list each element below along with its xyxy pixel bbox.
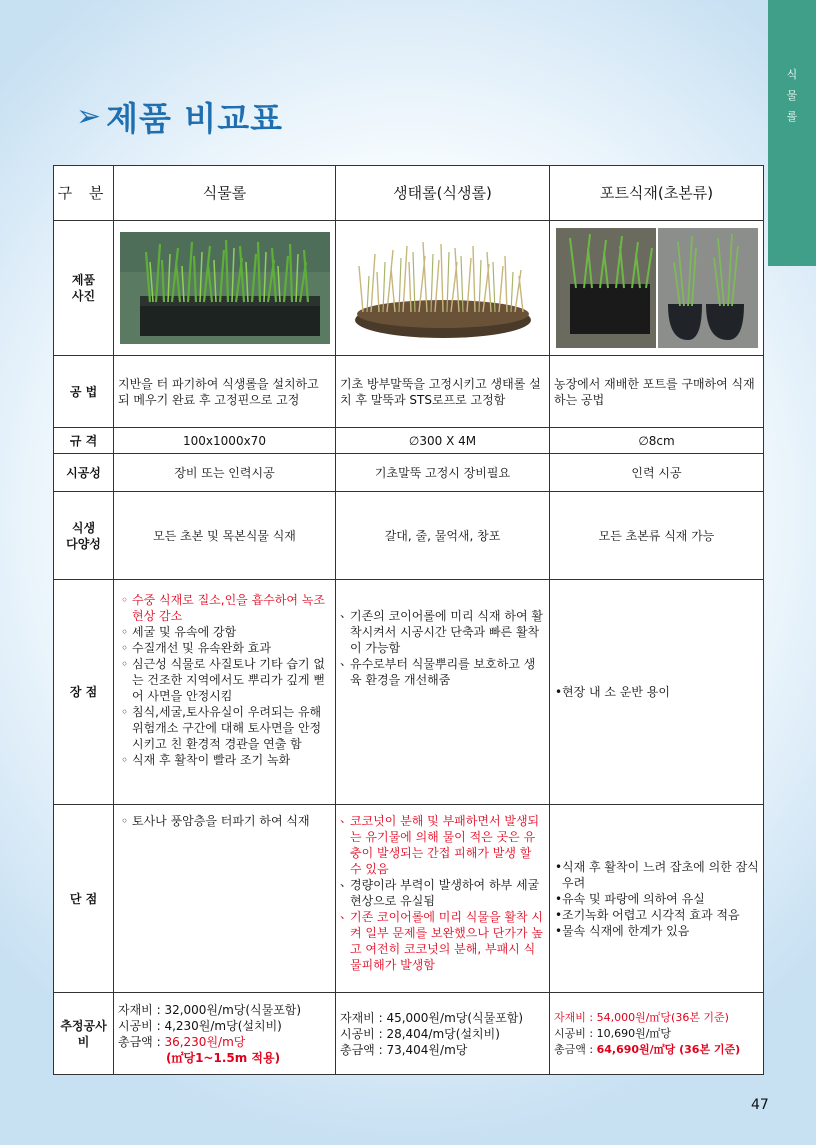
constructability-row bbox=[54, 454, 764, 492]
cost-row bbox=[54, 993, 764, 1075]
row-label-method: 공 법 bbox=[54, 356, 114, 428]
row-label-cost: 추정공사 비 bbox=[54, 993, 114, 1075]
photo-row bbox=[54, 221, 764, 356]
cost-eco-roll-material: 자재비 : 45,000원/m당(식물포함) bbox=[340, 1010, 524, 1025]
constructability-eco-roll: 기초말뚝 고정시 장비필요 bbox=[336, 454, 550, 492]
side-section-tab bbox=[768, 0, 816, 266]
pros-plant-roll-item: ◦ 세굴 및 유속에 강함 bbox=[132, 624, 331, 640]
cost-plant-roll-total bbox=[118, 1034, 331, 1050]
page-title-text: 제품 비교표 bbox=[106, 99, 284, 138]
cons-row bbox=[54, 805, 764, 993]
diversity-eco-roll: 갈대, 줄, 물억새, 창포 bbox=[336, 492, 550, 580]
cons-pot-planting-item: • 유속 및 파랑에 의하여 유실 bbox=[562, 891, 759, 907]
cons-pot-planting-item: • 식재 후 활착이 느려 잡초에 의한 잠식 우려 bbox=[562, 859, 759, 891]
side-tab-char-2: 물 bbox=[786, 89, 798, 102]
cost-eco-roll-install: 시공비 : 28,404/m당(설치비) bbox=[340, 1026, 500, 1041]
plant-roll-image bbox=[120, 232, 330, 344]
cost-plant-roll bbox=[114, 993, 336, 1075]
cons-plant-roll bbox=[114, 805, 336, 993]
title-arrow-icon: ➢ bbox=[76, 99, 103, 134]
cost-pot-planting bbox=[550, 993, 764, 1075]
method-plant-roll: 지반을 터 파기하여 식생롤을 설치하고 되 메우기 완료 후 고정핀으로 고정 bbox=[114, 356, 336, 428]
cost-pot-planting-material: 자재비 : 54,000원/㎡당(36본 기준) bbox=[554, 1010, 729, 1024]
pros-plant-roll-item: ◦ 수질개선 및 유속완화 효과 bbox=[132, 640, 331, 656]
eco-roll-image bbox=[343, 232, 543, 344]
pros-plant-roll-item: ◦ 침식,세굴,토사유실이 우려되는 유해위험개소 구간에 대해 토사면을 안정 시키고 친 환경적 경관을 연출 함 bbox=[132, 704, 331, 752]
cons-eco-roll bbox=[336, 805, 550, 993]
page-number: 47 bbox=[751, 1097, 769, 1113]
constructability-pot-planting: 인력 시공 bbox=[550, 454, 764, 492]
cost-eco-roll-total: 총금액 : 73,404원/m당 bbox=[340, 1042, 468, 1057]
photo-plant-roll bbox=[114, 221, 336, 356]
pros-plant-roll-item: ◦ 식재 후 활착이 빨라 조기 녹화 bbox=[132, 752, 331, 768]
cons-eco-roll-item: 、 기존 코이어롤에 미리 식물을 활착 시켜 일부 문제를 보완했으나 단가가 높고 여전히 코코넛의 분해, 부패시 식물피해가 발생함 bbox=[350, 909, 545, 973]
cost-pot-planting-total-label: 총금액 : bbox=[554, 1042, 597, 1056]
cons-pot-planting-item: • 물속 식재에 한계가 있음 bbox=[562, 923, 759, 939]
row-label-photo: 제품 사진 bbox=[54, 221, 114, 356]
pros-pot-planting-item: • 현장 내 소 운반 용이 bbox=[562, 684, 759, 700]
cost-plant-roll-note: (㎡당1~1.5m 적용) bbox=[166, 1050, 281, 1065]
pros-row bbox=[54, 580, 764, 805]
cons-eco-roll-item: 、 경량이라 부력이 발생하여 하부 세굴현상으로 유실됨 bbox=[350, 877, 545, 909]
pros-plant-roll-item: ◦ 심근성 식물로 사질토나 기타 습기 없는 건조한 지역에서도 뿌리가 깊게 뻗어 사면을 안정시킴 bbox=[132, 656, 331, 704]
product-comparison-table bbox=[53, 165, 764, 1075]
side-tab-char-1: 식 bbox=[786, 68, 798, 81]
cost-plant-roll-total-label: 총금액 : bbox=[118, 1034, 165, 1049]
cons-plant-roll-item: ◦ 토사나 풍암층을 터파기 하여 식재 bbox=[132, 813, 331, 829]
diversity-plant-roll: 모든 초본 및 목본식물 식재 bbox=[114, 492, 336, 580]
spec-pot-planting: ∅8cm bbox=[550, 428, 764, 454]
photo-pot-planting bbox=[550, 221, 764, 356]
pros-plant-roll bbox=[114, 580, 336, 805]
method-eco-roll: 기초 방부말뚝을 고정시키고 생태롤 설치 후 말뚝과 STS로프로 고정함 bbox=[336, 356, 550, 428]
cost-eco-roll bbox=[336, 993, 550, 1075]
cons-eco-roll-item: 、 코코넛이 분해 및 부패하면서 발생되는 유기물에 의해 물이 적은 곳은 유충이 발생되는 간접 피해가 발생 할 수 있음 bbox=[350, 813, 545, 877]
diversity-row bbox=[54, 492, 764, 580]
cost-pot-planting-total-value: 64,690원/㎡당 (36본 기준) bbox=[596, 1042, 741, 1056]
cost-pot-planting-total bbox=[554, 1042, 759, 1058]
pros-eco-roll bbox=[336, 580, 550, 805]
header-pot-planting: 포트식재(초본류) bbox=[550, 166, 764, 221]
page-title bbox=[76, 93, 283, 140]
pot-planting-image bbox=[556, 228, 758, 348]
cost-plant-roll-total-value: 36,230원/m당 bbox=[164, 1034, 246, 1049]
spec-plant-roll: 100x1000x70 bbox=[114, 428, 336, 454]
cost-plant-roll-install: 시공비 : 4,230원/m당(설치비) bbox=[118, 1018, 282, 1033]
photo-eco-roll bbox=[336, 221, 550, 356]
header-row bbox=[54, 166, 764, 221]
cons-pot-planting-item: • 조기녹화 어렵고 시각적 효과 적음 bbox=[562, 907, 759, 923]
header-category: 구 분 bbox=[54, 166, 114, 221]
header-plant-roll: 식물롤 bbox=[114, 166, 336, 221]
side-tab-char-3: 롤 bbox=[786, 110, 798, 123]
spec-row bbox=[54, 428, 764, 454]
row-label-constructability: 시공성 bbox=[54, 454, 114, 492]
cost-pot-planting-install: 시공비 : 10,690원/㎡당 bbox=[554, 1026, 672, 1040]
row-label-pros: 장 점 bbox=[54, 580, 114, 805]
pros-eco-roll-item: 、 기존의 코이어롤에 미리 식재 하여 활착시켜서 시공시간 단축과 빠른 활착이 가능함 bbox=[350, 608, 545, 656]
spec-eco-roll: ∅300 X 4M bbox=[336, 428, 550, 454]
row-label-spec: 규 격 bbox=[54, 428, 114, 454]
pros-plant-roll-item: ◦ 수중 식재로 질소,인을 흡수하여 녹조현상 감소 bbox=[132, 592, 331, 624]
method-pot-planting: 농장에서 재배한 포트를 구매하여 식재하는 공법 bbox=[550, 356, 764, 428]
constructability-plant-roll: 장비 또는 인력시공 bbox=[114, 454, 336, 492]
method-row bbox=[54, 356, 764, 428]
row-label-diversity: 식생 다양성 bbox=[54, 492, 114, 580]
header-eco-roll: 생태롤(식생롤) bbox=[336, 166, 550, 221]
cost-plant-roll-material: 자재비 : 32,000원/m당(식물포함) bbox=[118, 1002, 302, 1017]
pros-eco-roll-item: 、 유수로부터 식물뿌리를 보호하고 생육 환경을 개선해줌 bbox=[350, 656, 545, 688]
diversity-pot-planting: 모든 초본류 식재 가능 bbox=[550, 492, 764, 580]
row-label-cons: 단 점 bbox=[54, 805, 114, 993]
cons-pot-planting bbox=[550, 805, 764, 993]
pros-pot-planting bbox=[550, 580, 764, 805]
